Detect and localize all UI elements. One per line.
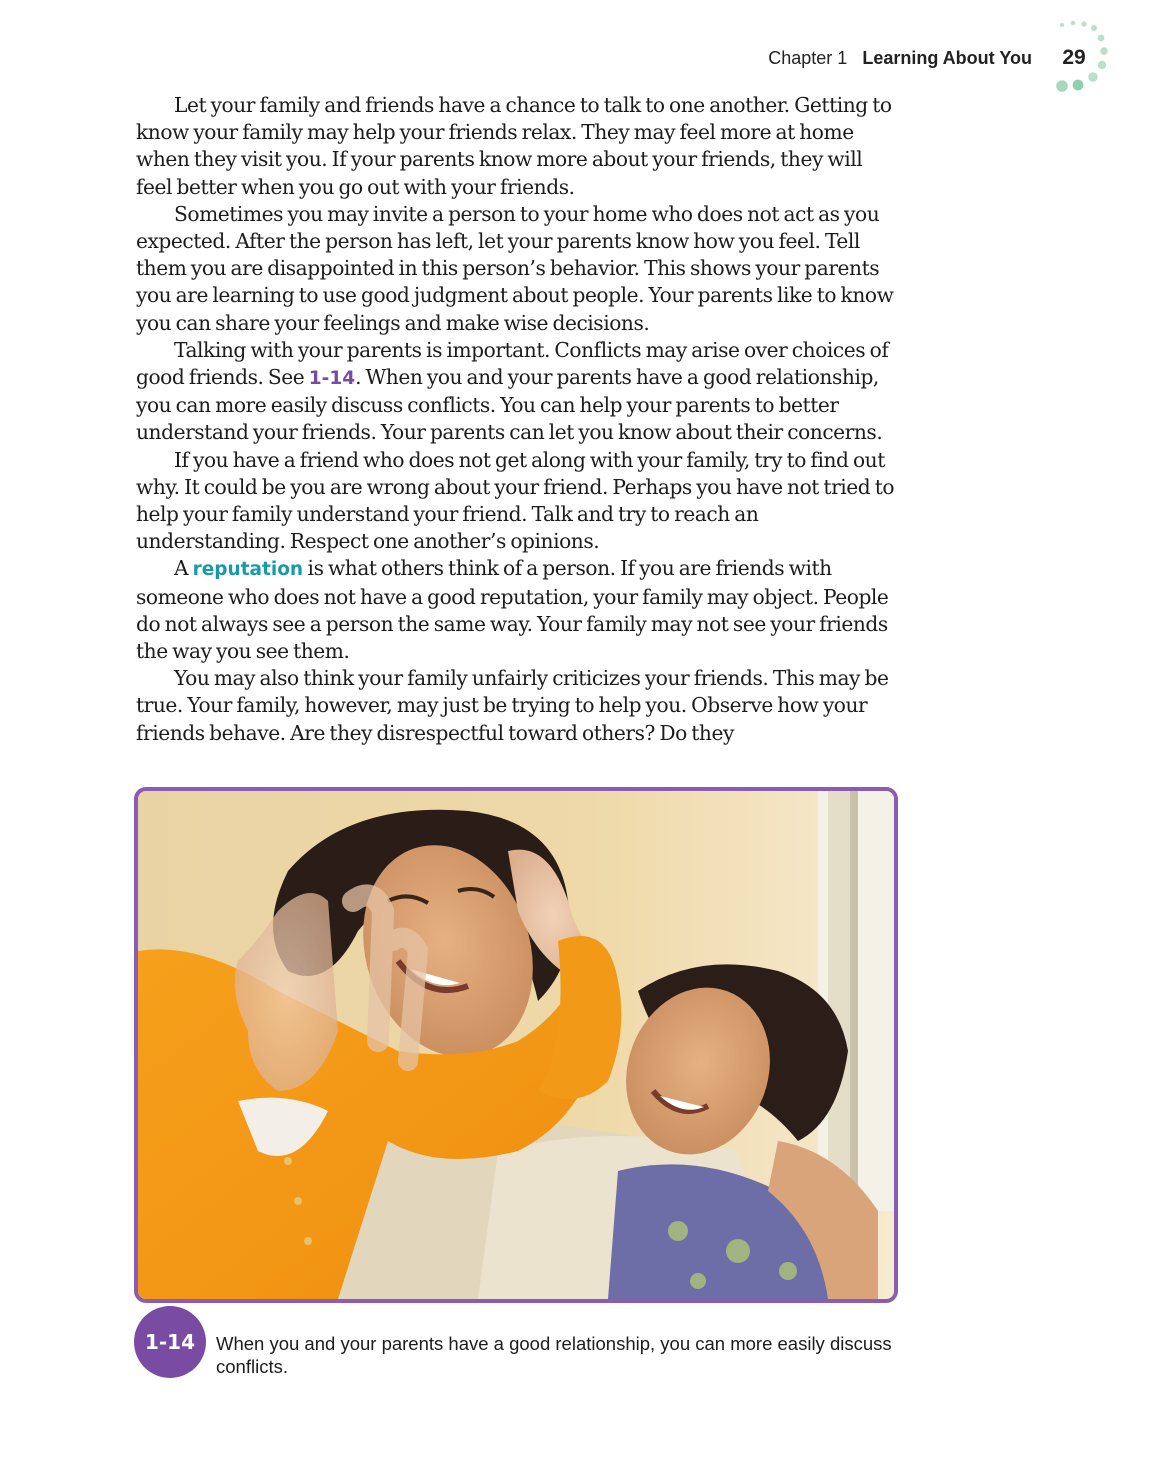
key-term-reputation[interactable]: reputation [192, 559, 304, 581]
body-text [136, 92, 896, 747]
chapter-label: Chapter 1 [768, 48, 848, 68]
figure-reference-link[interactable]: 1-14 [308, 368, 356, 390]
paragraph-3-end: . When you and your parents have a good relationship, you can more easily discuss conflicts. You can help your parents to better understand your friends. Your parents can let you know about their concerns. [136, 365, 883, 445]
paragraph-3 [136, 337, 896, 447]
page-number: 29 [1062, 46, 1086, 69]
paragraph-1: Let your family and friends have a chance to talk to one another. Getting to know your family may help your friends relax. They may feel more at home when they visit you. If your parents know more about your friends, they will feel better when you go out with your friends. [136, 93, 892, 199]
paragraph-6: You may also think your family unfairly criticizes your friends. This may be true. Your family, however, may just be trying to help you. Observe how your friends behave. Are they disrespectful toward others? Do they [136, 666, 889, 745]
paragraph-5-end: is what others think of a person. If you are friends with someone who does not have a good reputation, your family may object. People do not always see a person the same way. Your family may not see your friends the way you see them. [136, 556, 889, 664]
paragraph-5-start: A [174, 556, 193, 581]
figure-caption: When you and your parents have a good relationship, you can more easily discuss conflicts. [216, 1333, 892, 1377]
paragraph-2: Sometimes you may invite a person to your home who does not act as you expected. After the person has left, let your parents know how you feel. Tell them you are disappointed in this person’s behavior. This shows your parents you are learning to use good judgment about people. Your parents like to know you can share your feelings and make wise decisions. [136, 201, 894, 335]
photo-mother-daughter-laughing [138, 791, 894, 1299]
figure-photo [134, 787, 898, 1303]
figure-number-badge: 1-14 [134, 1306, 206, 1378]
paragraph-3-start: Talking with your parents is important. Conflicts may arise over choices of good friends. See [136, 337, 889, 390]
running-head [700, 48, 1032, 69]
paragraph-4: If you have a friend who does not get along with your family, try to find out why. It could be you are wrong about your friend. Perhaps you have not tried to help your family understand your friend. Talk and try to reach an understanding. Respect one another’s opinions. [136, 447, 895, 554]
chapter-title: Learning About You [862, 48, 1032, 68]
paragraph-5 [136, 555, 896, 665]
